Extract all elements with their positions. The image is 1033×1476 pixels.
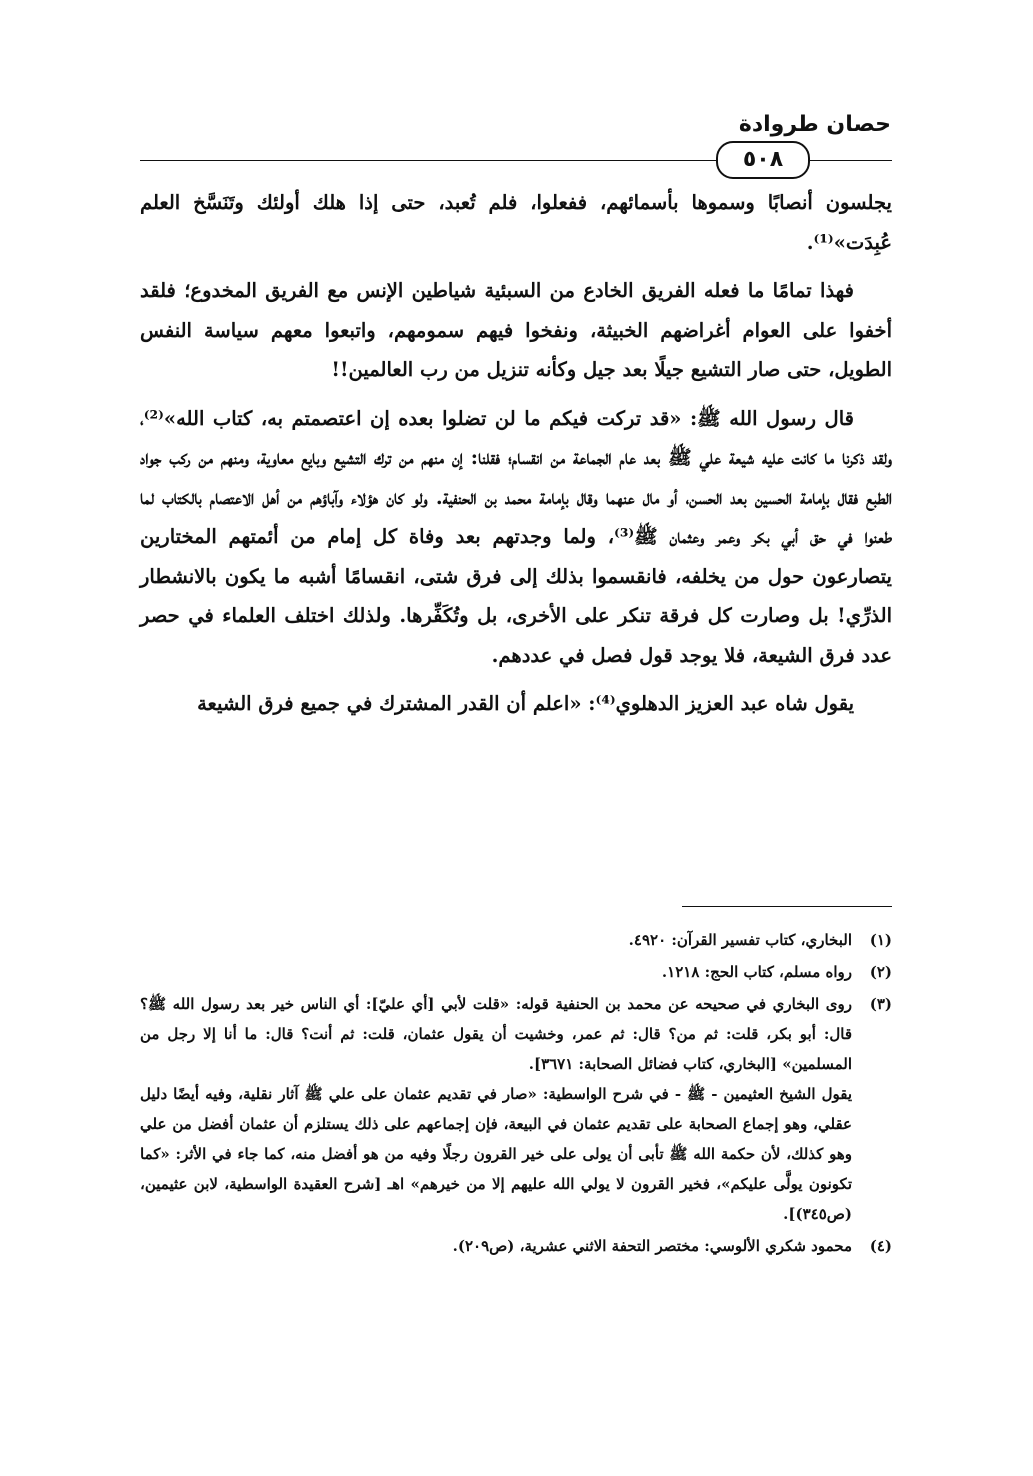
footnote-text: رواه مسلم، كتاب الحج: ١٢١٨. (661, 963, 852, 981)
footnote-number: (١) (869, 931, 892, 949)
footnote-2 (140, 957, 892, 987)
footnote-text: روى البخاري في صحيحه عن محمد بن الحنفية قوله: «قلت لأبي [أي عليّ]: أي الناس خير بعد رسول الله ﷺ؟ قال: أبو بكر، قلت: ثم من؟ قال: ثم عمر، وخشيت أن يقول عثمان، قلت: ثم أنت؟ قال: ما أنا إلا رجل من المسلمين» [البخاري، كتاب فضائل الصحابة: ٣٦٧١]. (140, 995, 852, 1073)
footnotes (140, 925, 892, 1263)
footnote-4 (140, 1231, 892, 1261)
body-paragraph-2: فهذا تمامًا ما فعله الفريق الخادع من السبئية شياطين الإنس مع الفريق المخدوع؛ فلقد أخفوا على العوام أغراضهم الخبيثة، ونفخوا فيهم سمومهم، واتبعوا معهم سياسة النفس الطويل، حتى صار التشيع جيلًا بعد جيل وكأنه تنزيل من رب العالمين!! (140, 279, 892, 381)
footnote-number: (٤) (869, 1237, 892, 1255)
page-number-badge: ٥٠٨ (716, 141, 810, 179)
main-body-text (140, 183, 892, 733)
body-paragraph-4: يقول شاه عبد العزيز الدهلوي⁽⁴⁾: «اعلم أن القدر المشترك في جميع فرق الشيعة (197, 692, 854, 715)
footnote-3 (140, 989, 892, 1229)
running-header-title: حصان طروادة (738, 112, 891, 137)
footnote-separator (682, 906, 892, 907)
footnote-1 (140, 925, 892, 955)
footnote-text: محمود شكري الألوسي: مختصر التحفة الاثني عشرية، (ص٢٠٩). (452, 1237, 852, 1255)
footnote-text: يقول الشيخ العثيمين - ﷺ - في شرح الواسطية: «صار في تقديم عثمان على علي ﷺ آثار نقلية، وفيه أيضًا دليل عقلي، وهو إجماع الصحابة على تقديم عثمان في البيعة، فإن إجماعهم على ذلك يستلزم أن عثمان أفضل من علي وهو كذلك، لأن حكمة الله ﷺ تأبى أن يولى على خير القرون رجلًا وفيه من هو أفضل منه، كما جاء في الأثر: «كما تكونون يولَّى عليكم»، فخير القرون لا يولي الله عليهم إلا من خيرهم» اهـ [شرح العقيدة الواسطية، لابن عثيمين، (ص٣٤٥)]. (140, 1085, 852, 1223)
body-paragraph-1: يجلسون أنصابًا وسموها بأسمائهم، ففعلوا، فلم تُعبد، حتى إذا هلك أولئك وتَنَسَّخ العلم عُبِدَت»⁽¹⁾. (140, 191, 892, 254)
footnote-text: البخاري، كتاب تفسير القرآن: ٤٩٢٠. (628, 931, 852, 949)
footnote-number: (٣) (869, 995, 892, 1013)
footnote-number: (٢) (869, 963, 892, 981)
body-paragraph-3: قال رسول الله ﷺ: «قد تركت فيكم ما لن تضلوا بعده إن اعتصمتم به، كتاب الله»⁽²⁾، ولقد ذكرنا ما كانت عليه شيعة علي ﷺ بعد عام الجماعة من انقسام؛ فقلنا: إن منهم من ترك التشيع وبايع معاوية، ومنهم من ركب جواد الطبع فقال بإمامة الحسين بعد الحسن، أو مال عنهما وقال بإمامة محمد بن الحنفية. ولو كان هؤلاء وآباؤهم من أهل الاعتصام بالكتاب لما طعنوا في حق أبي بكر وعمر وعثمان ﷺ⁽³⁾، ولما وجدتهم بعد وفاة كل إمام من أئمتهم المختارين يتصارعون حول من يخلفه، فانقسموا بذلك إلى فرق شتى، انقسامًا أشبه ما يكون بالانشطار الذرِّي! بل وصارت كل فرقة تنكر على الأخرى، بل وتُكَفِّرها. ولذلك اختلف العلماء في حصر عدد فرق الشيعة، فلا يوجد قول فصل في عددهم. (140, 406, 893, 667)
